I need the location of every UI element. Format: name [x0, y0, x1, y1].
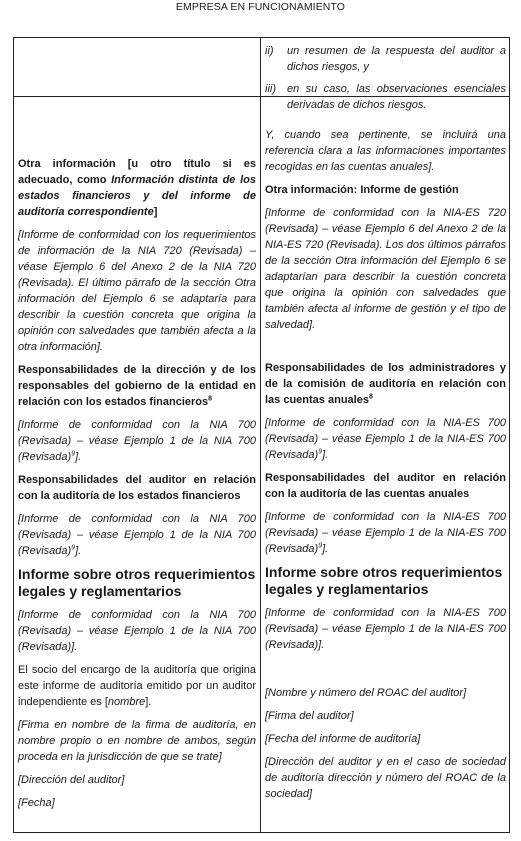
- otra-informacion-body: [Informe de conformidad con la NIA-ES 720 (Revisada) – véase Ejemplo 6 del Anexo 2 de la NIA-ES 720 (Revisada). Los dos últimos párrafos de la sección Otra información del Ejemplo 6 se adaptarían para describir la cuestión concreta que origina la opinión con salvedades que también afecta al informe de gestión y el tipo de salvedad].: [265, 207, 506, 331]
- list-text: en su caso, las observaciones esenciales derivadas de dichos riesgos.: [287, 83, 506, 111]
- left-column: [18, 156, 256, 818]
- otros-requerimientos-heading: Informe sobre otros requerimientos legales y reglamentarios: [18, 566, 256, 599]
- resp-administradores-heading: Responsabilidades de los administradores y de la comisión de auditoría en relación con las cuentas anuales$^8$: [265, 362, 506, 406]
- resp-auditor-heading: Responsabilidades del auditor en relación con la auditoría de las cuentas anuales: [265, 472, 506, 500]
- list-marker: ii): [265, 45, 274, 57]
- left-row-divider: [14, 96, 260, 97]
- resp-administradores-body: [Informe de conformidad con la NIA-ES 700 (Revisada) – véase Ejemplo 1 de la NIA-ES 700 (Revisada)$^9$].: [265, 417, 506, 461]
- page-header: EMPRESA EN FUNCIONAMIENTO: [175, 1, 346, 13]
- column-divider: [260, 37, 261, 833]
- firma-text: [Firma en nombre de la firma de auditoría, en nombre propio o en nombre de ambos, según proceda en la jurisdicción de que se trate]: [18, 719, 256, 763]
- resp-auditor-body: [Informe de conformidad con la NIA-ES 700 (Revisada) – véase Ejemplo 1 de la NIA-ES 700 (Revisada)$^9$].: [265, 511, 506, 555]
- socio-encargo-text: El socio del encargo de la auditoría que origina este informe de auditoría emitido por un auditor independiente es [nombre].: [18, 664, 256, 708]
- direccion-text: [Dirección del auditor y en el caso de sociedad de auditoría dirección y número del ROAC de la sociedad]: [265, 756, 506, 800]
- list-marker: iii): [265, 83, 276, 95]
- resp-direccion-heading: Responsabilidades de la dirección y de los responsables del gobierno de la entidad en relación con los estados financieros$^8$: [18, 364, 256, 408]
- otra-informacion-body: [Informe de conformidad con los requerimientos de información de la NIA 720 (Revisada) – véase Ejemplo 6 del Anexo 2 de la NIA 720 (Revisada). El último párrafo de la sección Otra información del Ejemplo 6 se adaptaría para describir la cuestión concreta que origina la opinión con salvedades que también afecta a la otra información].: [18, 229, 256, 353]
- list-text: un resumen de la respuesta del auditor a dichos riesgos, y: [287, 45, 506, 73]
- otros-requerimientos-body: [Informe de conformidad con la NIA 700 (Revisada) – véase Ejemplo 1 de la NIA 700 (Revisada)].: [18, 609, 256, 653]
- spacer: [265, 340, 506, 360]
- resp-auditor-heading: Responsabilidades del auditor en relación con la auditoría de los estados financieros: [18, 474, 256, 502]
- firma-text: [Firma del auditor]: [265, 710, 354, 722]
- otra-informacion-heading: Otra información: Informe de gestión: [265, 184, 459, 196]
- otros-requerimientos-body: [Informe de conformidad con la NIA-ES 700 (Revisada) – véase Ejemplo 1 de la NIA-ES 700 (Revisada)].: [265, 607, 506, 651]
- fecha-text: [Fecha del informe de auditoría]: [265, 733, 421, 745]
- list-item: [265, 43, 506, 75]
- direccion-text: [Dirección del auditor]: [18, 774, 125, 786]
- resp-auditor-body: [Informe de conformidad con la NIA 700 (Revisada) – véase Ejemplo 1 de la NIA 700 (Revisada)$^9$].: [18, 513, 256, 557]
- resp-direccion-body: [Informe de conformidad con la NIA 700 (Revisada) – véase Ejemplo 1 de la NIA 700 (Revisada)$^9$].: [18, 419, 256, 463]
- right-column: [265, 43, 506, 809]
- otros-requerimientos-heading: Informe sobre otros requerimientos legales y reglamentarios: [265, 564, 503, 597]
- list-item: [265, 81, 506, 113]
- otra-informacion-heading: Otra información [u otro título si es adecuado, como Información distinta de los estados financieros y del informe de auditoría correspondiente]: [18, 158, 256, 218]
- fecha-text: [Fecha]: [18, 797, 55, 809]
- referencia-text: Y, cuando sea pertinente, se incluirá una referencia clara a las informaciones importantes recogidas en las cuentas anuales].: [265, 129, 506, 173]
- spacer: [265, 660, 506, 685]
- roac-text: [Nombre y número del ROAC del auditor]: [265, 687, 467, 699]
- risk-list: [265, 43, 506, 113]
